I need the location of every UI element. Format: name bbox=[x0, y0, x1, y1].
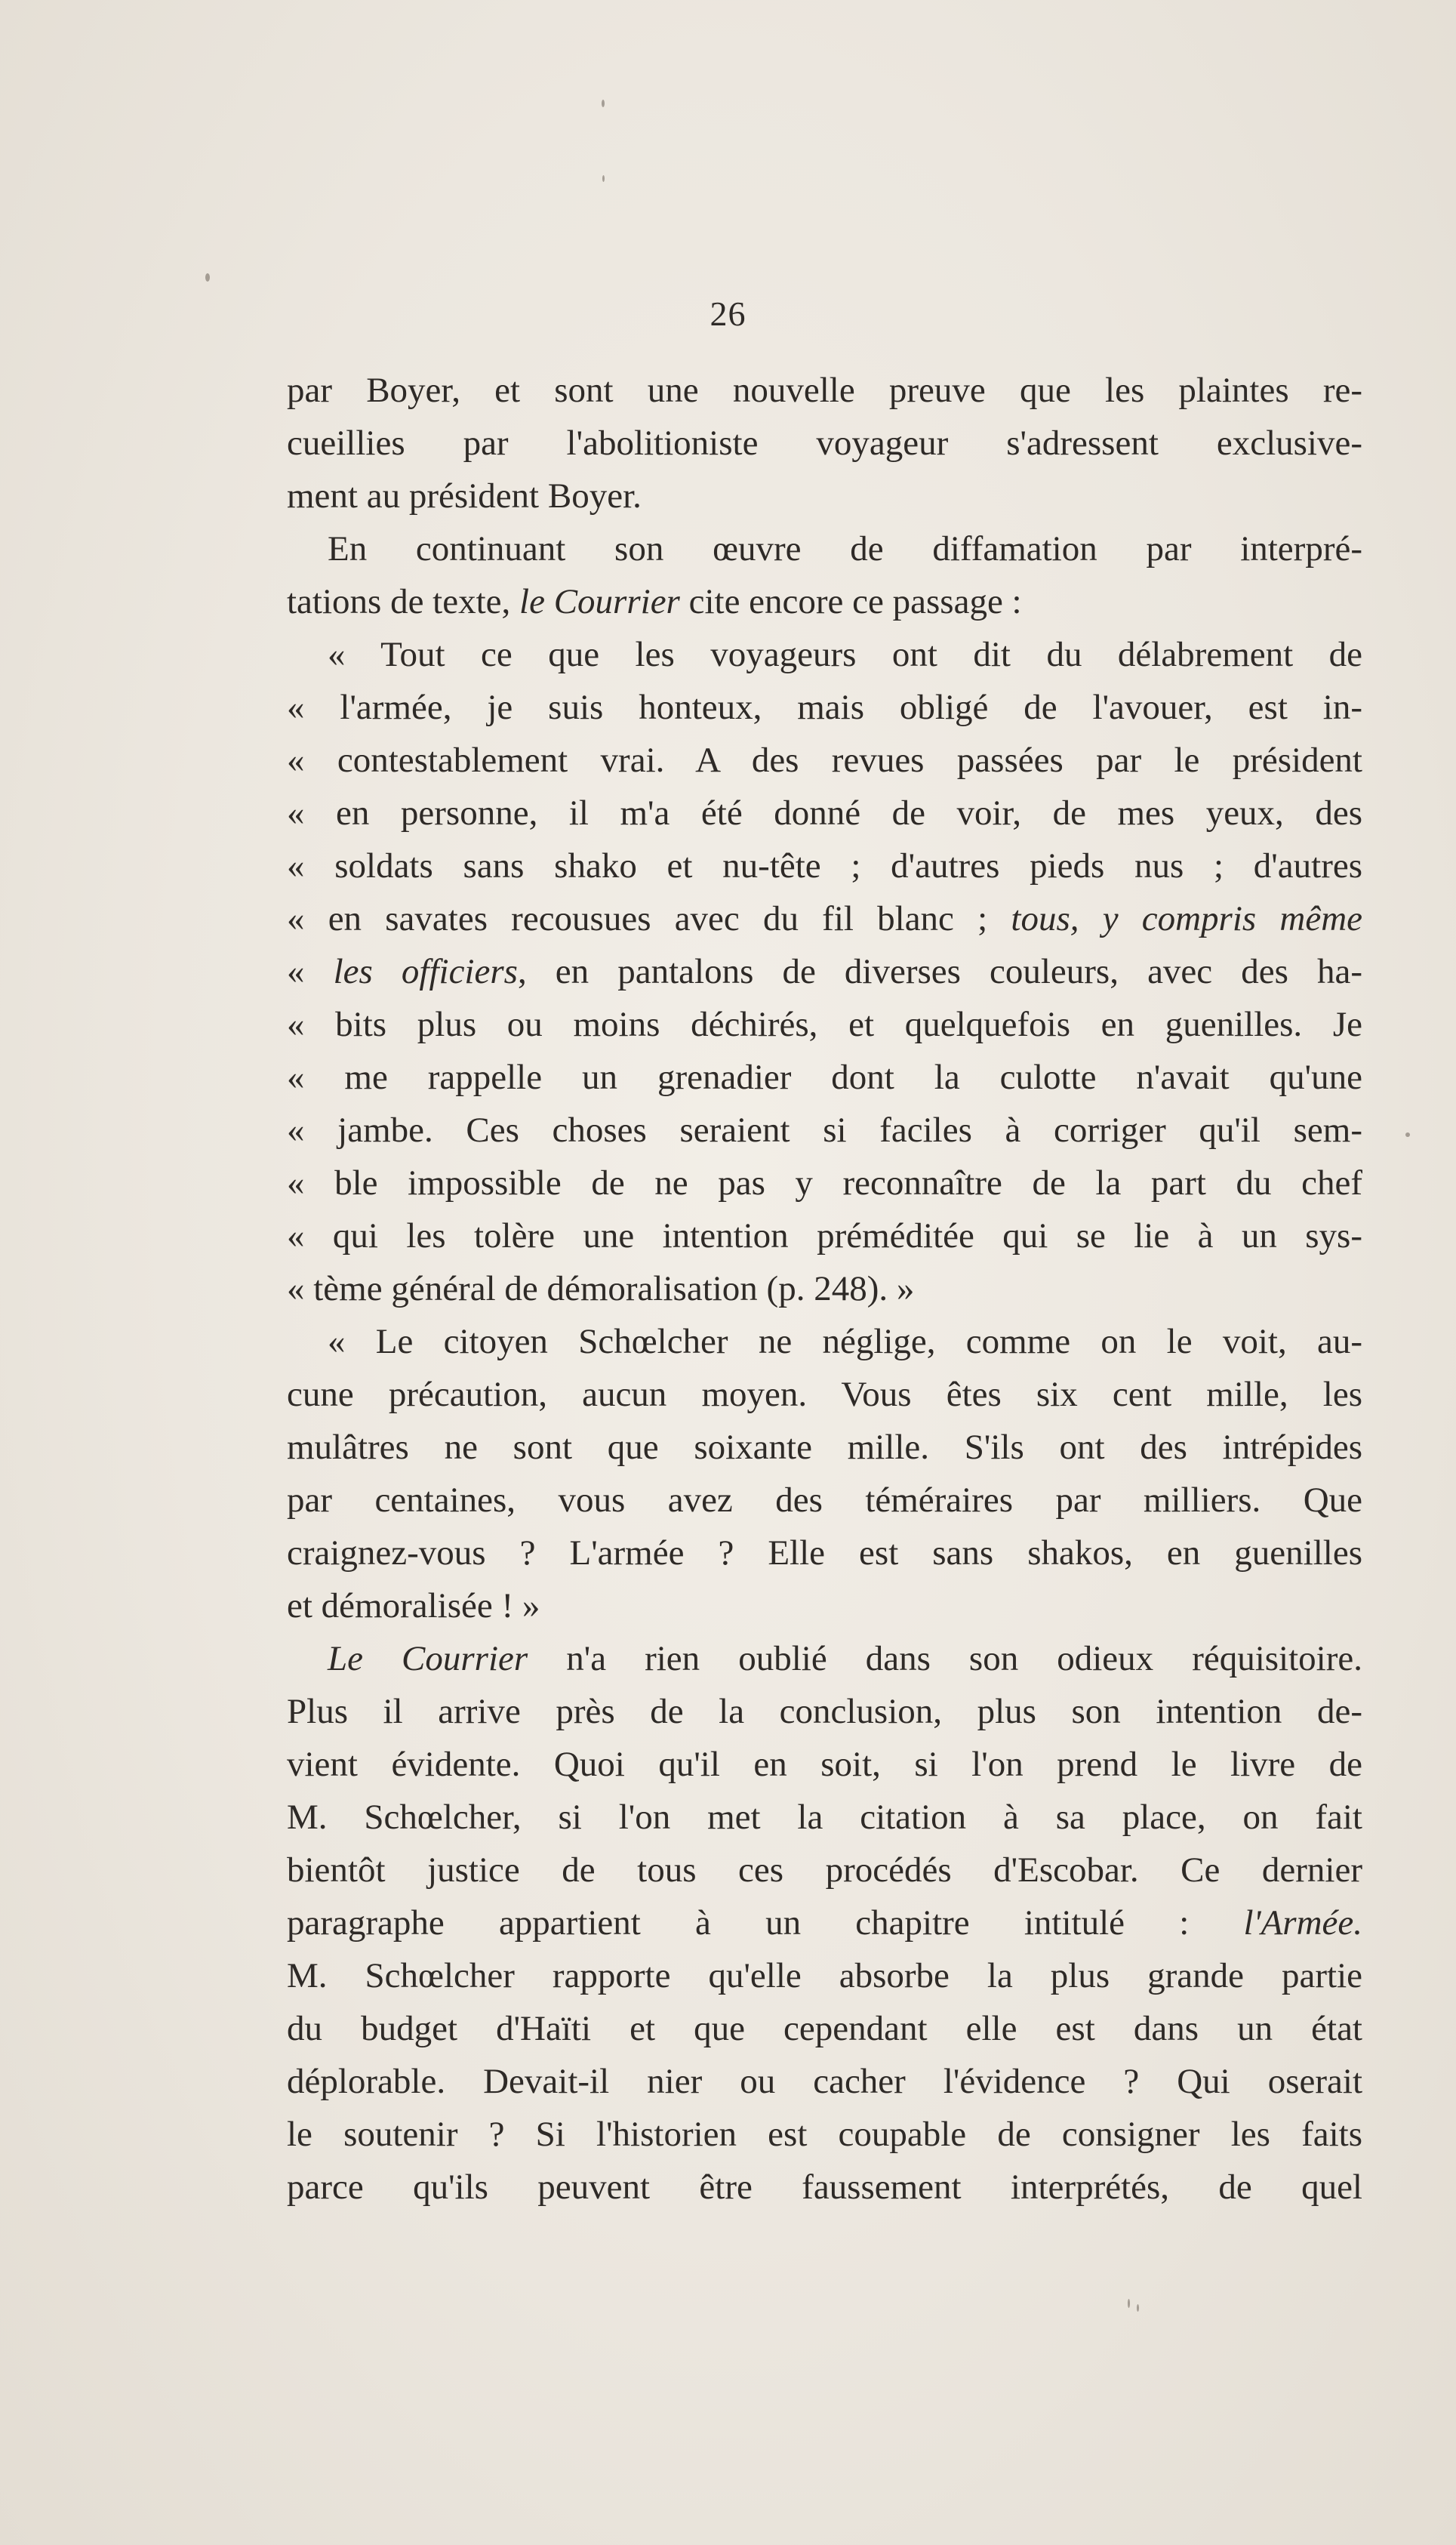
text-segment: cite encore ce passage : bbox=[679, 582, 1022, 621]
text-line bbox=[287, 734, 1362, 787]
text-segment: bientôt justice de tous ces procédés d'Escobar. Ce dernier bbox=[287, 1850, 1362, 1890]
text-segment: tations de texte, bbox=[287, 582, 520, 621]
text-line bbox=[287, 575, 1362, 628]
text-segment: « bits plus ou moins déchirés, et quelquefois en guenilles. Je bbox=[287, 1005, 1362, 1044]
text-segment: ment au président Boyer. bbox=[287, 476, 642, 516]
text-segment: , en pantalons de diverses couleurs, avec des ha- bbox=[517, 952, 1362, 991]
italic-text: les officiers bbox=[333, 952, 518, 991]
text-segment: par centaines, vous avez des téméraires par milliers. Que bbox=[287, 1480, 1362, 1520]
text-segment: « bbox=[287, 952, 334, 991]
text-line bbox=[287, 2002, 1362, 2055]
text-line bbox=[287, 1632, 1362, 1685]
text-line bbox=[287, 1738, 1362, 1791]
text-line bbox=[287, 1896, 1362, 1949]
text-segment: « Le citoyen Schœlcher ne néglige, comme on le voit, au- bbox=[328, 1322, 1362, 1361]
text-line bbox=[287, 787, 1362, 840]
text-line bbox=[287, 681, 1362, 734]
text-segment: n'a rien oublié dans son odieux réquisitoire. bbox=[528, 1639, 1362, 1678]
text-line bbox=[287, 1579, 1362, 1632]
ink-speck bbox=[602, 100, 605, 107]
text-line bbox=[287, 1527, 1362, 1579]
text-line bbox=[287, 1844, 1362, 1896]
ink-speck bbox=[1137, 2304, 1139, 2312]
text-segment: « jambe. Ces choses seraient si faciles à corriger qu'il sem- bbox=[287, 1111, 1362, 1150]
text-segment: « en savates recousues avec du fil blanc ; bbox=[287, 899, 1011, 938]
text-segment: En continuant son œuvre de diffamation par interpré- bbox=[328, 529, 1362, 568]
text-line bbox=[287, 1791, 1362, 1844]
italic-text: tous, y compris même bbox=[1011, 899, 1362, 938]
text-line bbox=[287, 1474, 1362, 1527]
text-line bbox=[287, 998, 1362, 1051]
text-segment: Plus il arrive près de la conclusion, plus son intention de- bbox=[287, 1692, 1362, 1731]
text-line bbox=[287, 1051, 1362, 1104]
text-line bbox=[287, 2108, 1362, 2161]
text-line bbox=[287, 522, 1362, 575]
text-segment: paragraphe appartient à un chapitre intitulé : bbox=[287, 1903, 1244, 1943]
text-segment: par Boyer, et sont une nouvelle preuve que les plaintes re- bbox=[287, 371, 1362, 410]
text-segment: vient évidente. Quoi qu'il en soit, si l'on prend le livre de bbox=[287, 1745, 1362, 1784]
text-segment: « soldats sans shako et nu-tête ; d'autres pieds nus ; d'autres bbox=[287, 846, 1362, 886]
text-segment: parce qu'ils peuvent être faussement interprétés, de quel bbox=[287, 2168, 1362, 2207]
page-number: 26 bbox=[710, 294, 746, 333]
text-line bbox=[287, 1685, 1362, 1738]
ink-speck bbox=[1405, 1132, 1410, 1137]
text-line bbox=[287, 1262, 1362, 1315]
text-line bbox=[287, 470, 1362, 522]
italic-text: le Courrier bbox=[519, 582, 680, 621]
text-segment: mulâtres ne sont que soixante mille. S'ils ont des intrépides bbox=[287, 1428, 1362, 1467]
text-line bbox=[287, 1157, 1362, 1209]
text-line bbox=[287, 945, 1362, 998]
text-line bbox=[287, 840, 1362, 892]
text-segment: et démoralisée ! » bbox=[287, 1586, 540, 1625]
body-text bbox=[287, 364, 1362, 2214]
text-line bbox=[287, 417, 1362, 470]
italic-text: l'Armée. bbox=[1243, 1903, 1362, 1943]
text-segment: le soutenir ? Si l'historien est coupable de consigner les faits bbox=[287, 2115, 1362, 2154]
text-segment: cune précaution, aucun moyen. Vous êtes six cent mille, les bbox=[287, 1375, 1362, 1414]
italic-text: Le Courrier bbox=[328, 1639, 528, 1678]
ink-speck bbox=[1128, 2299, 1130, 2308]
text-segment: cueillies par l'abolitioniste voyageur s'adressent exclusive- bbox=[287, 424, 1362, 463]
text-segment: du budget d'Haïti et que cependant elle est dans un état bbox=[287, 2009, 1362, 2048]
text-line bbox=[287, 1949, 1362, 2002]
text-line bbox=[287, 1209, 1362, 1262]
text-segment: « qui les tolère une intention préméditée qui se lie à un sys- bbox=[287, 1216, 1362, 1256]
text-segment: craignez-vous ? L'armée ? Elle est sans shakos, en guenilles bbox=[287, 1533, 1362, 1573]
text-segment: « tème général de démoralisation (p. 248). » bbox=[287, 1269, 915, 1308]
text-line bbox=[287, 628, 1362, 681]
text-line bbox=[287, 1315, 1362, 1368]
text-line bbox=[287, 1104, 1362, 1157]
text-line bbox=[287, 1421, 1362, 1474]
text-line bbox=[287, 1368, 1362, 1421]
text-segment: « en personne, il m'a été donné de voir, de mes yeux, des bbox=[287, 793, 1362, 833]
ink-speck bbox=[602, 175, 605, 182]
text-segment: « contestablement vrai. A des revues passées par le président bbox=[287, 741, 1362, 780]
ink-speck bbox=[205, 273, 210, 282]
text-line bbox=[287, 2161, 1362, 2214]
text-segment: « Tout ce que les voyageurs ont dit du délabrement de bbox=[328, 635, 1362, 674]
text-segment: « ble impossible de ne pas y reconnaître de la part du chef bbox=[287, 1163, 1362, 1203]
text-line bbox=[287, 2055, 1362, 2108]
text-segment: « me rappelle un grenadier dont la culotte n'avait qu'une bbox=[287, 1058, 1362, 1097]
text-line bbox=[287, 892, 1362, 945]
text-segment: M. Schœlcher, si l'on met la citation à sa place, on fait bbox=[287, 1798, 1362, 1837]
text-segment: déplorable. Devait-il nier ou cacher l'évidence ? Qui oserait bbox=[287, 2062, 1362, 2101]
text-segment: « l'armée, je suis honteux, mais obligé de l'avouer, est in- bbox=[287, 688, 1362, 727]
text-segment: M. Schœlcher rapporte qu'elle absorbe la plus grande partie bbox=[287, 1956, 1362, 1995]
text-line bbox=[287, 364, 1362, 417]
